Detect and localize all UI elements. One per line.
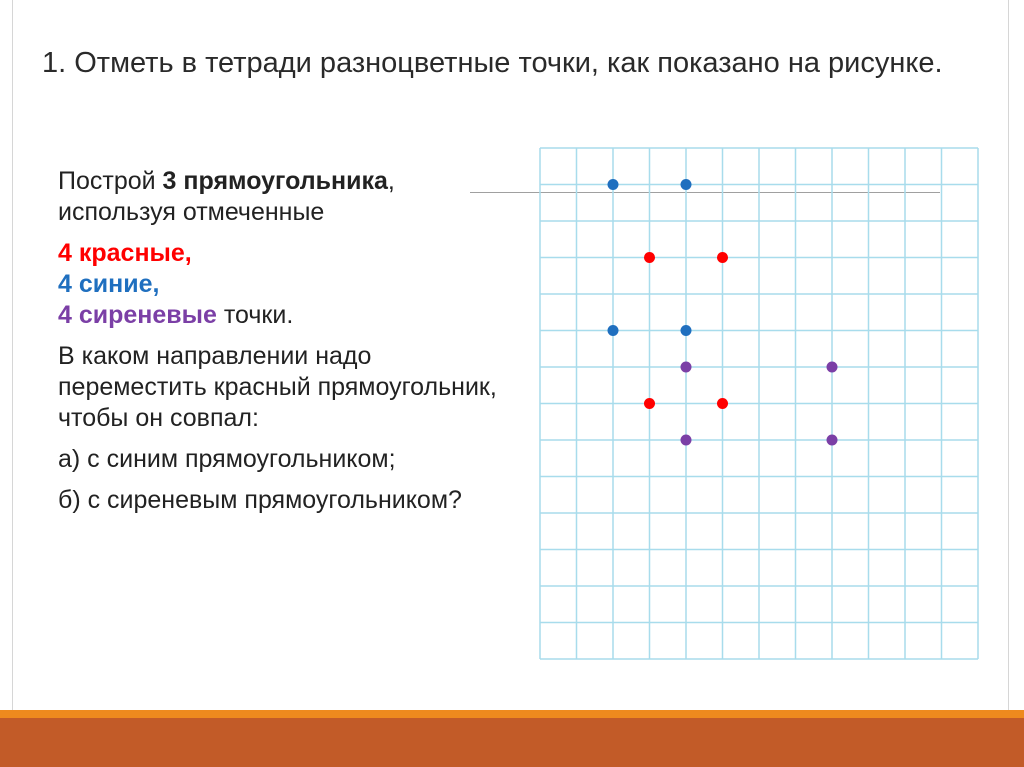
- purple-point: [827, 362, 838, 373]
- red-point: [717, 398, 728, 409]
- red-point: [644, 252, 655, 263]
- blue-comma: ,: [152, 270, 160, 298]
- points-suffix: точки.: [216, 301, 294, 329]
- blue-points-label: 4 синие: [58, 270, 153, 298]
- red-point: [717, 252, 728, 263]
- option-b: б) с сиреневым прямоугольником?: [58, 486, 462, 514]
- instruction-line2: используя отмеченные: [58, 198, 325, 226]
- blue-point: [681, 179, 692, 190]
- instruction-prefix: Построй: [58, 167, 163, 195]
- purple-point: [827, 435, 838, 446]
- red-point: [644, 398, 655, 409]
- blue-point: [608, 325, 619, 336]
- footer-band: [0, 718, 1024, 767]
- purple-point: [681, 362, 692, 373]
- instruction-comma: ,: [387, 167, 395, 195]
- footer-stripe: [0, 710, 1024, 718]
- red-points-label: 4 красные: [58, 239, 185, 267]
- red-comma: ,: [184, 239, 192, 267]
- option-a: а) с синим прямоугольником;: [58, 445, 396, 473]
- slide-title: 1. Отметь в тетради разноцветные точки, как показано на рисунке.: [42, 47, 943, 79]
- purple-point: [681, 435, 692, 446]
- blue-point: [681, 325, 692, 336]
- blue-point: [608, 179, 619, 190]
- purple-points-label: 4 сиреневые: [58, 301, 217, 329]
- instruction-bold: 3 прямоугольника: [162, 167, 388, 195]
- question-paragraph: В каком направлении надо переместить красный прямоугольник, чтобы он совпал:: [58, 342, 497, 432]
